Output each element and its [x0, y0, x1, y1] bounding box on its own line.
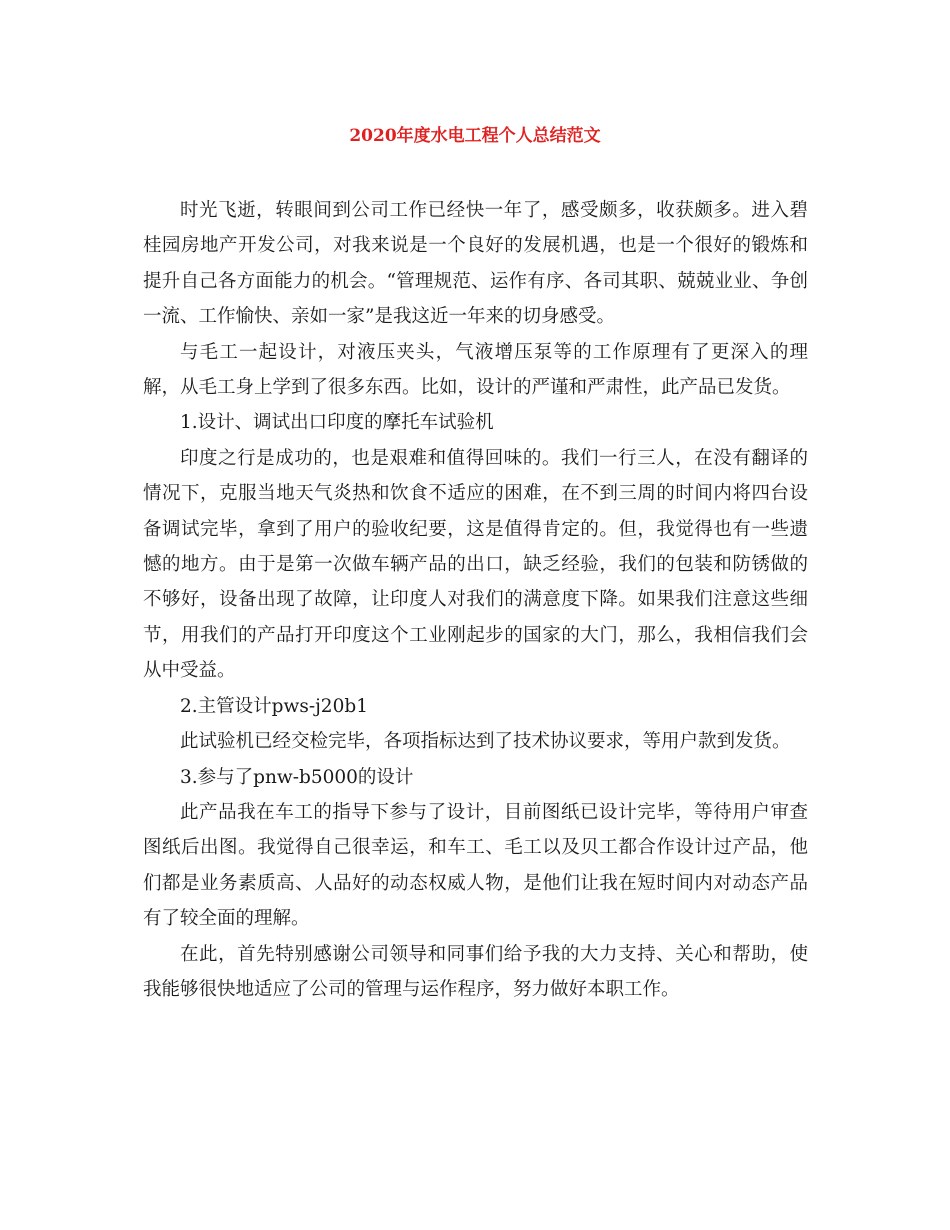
paragraph-test-machine: 此试验机已经交检完毕，各项指标达到了技术协议要求，等用户款到发货。 — [180, 731, 791, 753]
paragraph-intro: 时光飞逝，转眼间到公司工作已经快一年了，感受颇多，收获颇多。进入碧桂园房地产开发公司，对我来说是一个良好的发展机遇，也是一个很好的锻炼和提升自己各方面能力的机会。“管理规范、运作有序、各司其职、兢兢业业、争创一流、工作愉快、亲如一家”是我这近一年来的切身感受。 — [143, 200, 808, 328]
paragraph-india-trip: 印度之行是成功的，也是艰难和值得回味的。我们一行三人，在没有翻译的情况下，克服当地天气炎热和饮食不适应的困难，在不到三周的时间内将四台设备调试完毕，拿到了用户的验收纪要，这是值得肯定的。但，我觉得也有一些遗憾的地方。由于是第一次做车辆产品的出口，缺乏经验，我们的包装和防锈做的不够好，设备出现了故障，让印度人对我们的满意度下降。如果我们注意这些细节，用我们的产品打开印度这个工业刚起步的国家的大门，那么，我相信我们会从中受益。 — [143, 447, 808, 682]
paragraph-pnw-design: 此产品我在车工的指导下参与了设计，目前图纸已设计完毕，等待用户审查图纸后出图。我觉得自己很幸运，和车工、毛工以及贝工都合作设计过产品，他们都是业务素质高、人品好的动态权威人物，是他们让我在短时间内对动态产品有了较全面的理解。 — [143, 801, 808, 930]
document-title: 2020年度水电工程个人总结范文 — [349, 126, 601, 146]
item-heading-3: 3.参与了pnw-b5000的设计 — [180, 766, 414, 788]
item-heading-2: 2.主管设计pws-j20b1 — [180, 695, 368, 717]
paragraph-thanks: 在此，首先特别感谢公司领导和同事们给予我的大力支持、关心和帮助，使我能够很快地适应了公司的管理与运作程序，努力做好本职工作。 — [143, 943, 808, 1000]
paragraph-design-with-mao: 与毛工一起设计，对液压夹头，气液增压泵等的工作原理有了更深入的理解，从毛工身上学到了很多东西。比如，设计的严谨和严肃性，此产品已发货。 — [143, 341, 808, 399]
document-body — [143, 193, 808, 1007]
item-heading-1: 1.设计、调试出口印度的摩托车试验机 — [180, 412, 494, 434]
